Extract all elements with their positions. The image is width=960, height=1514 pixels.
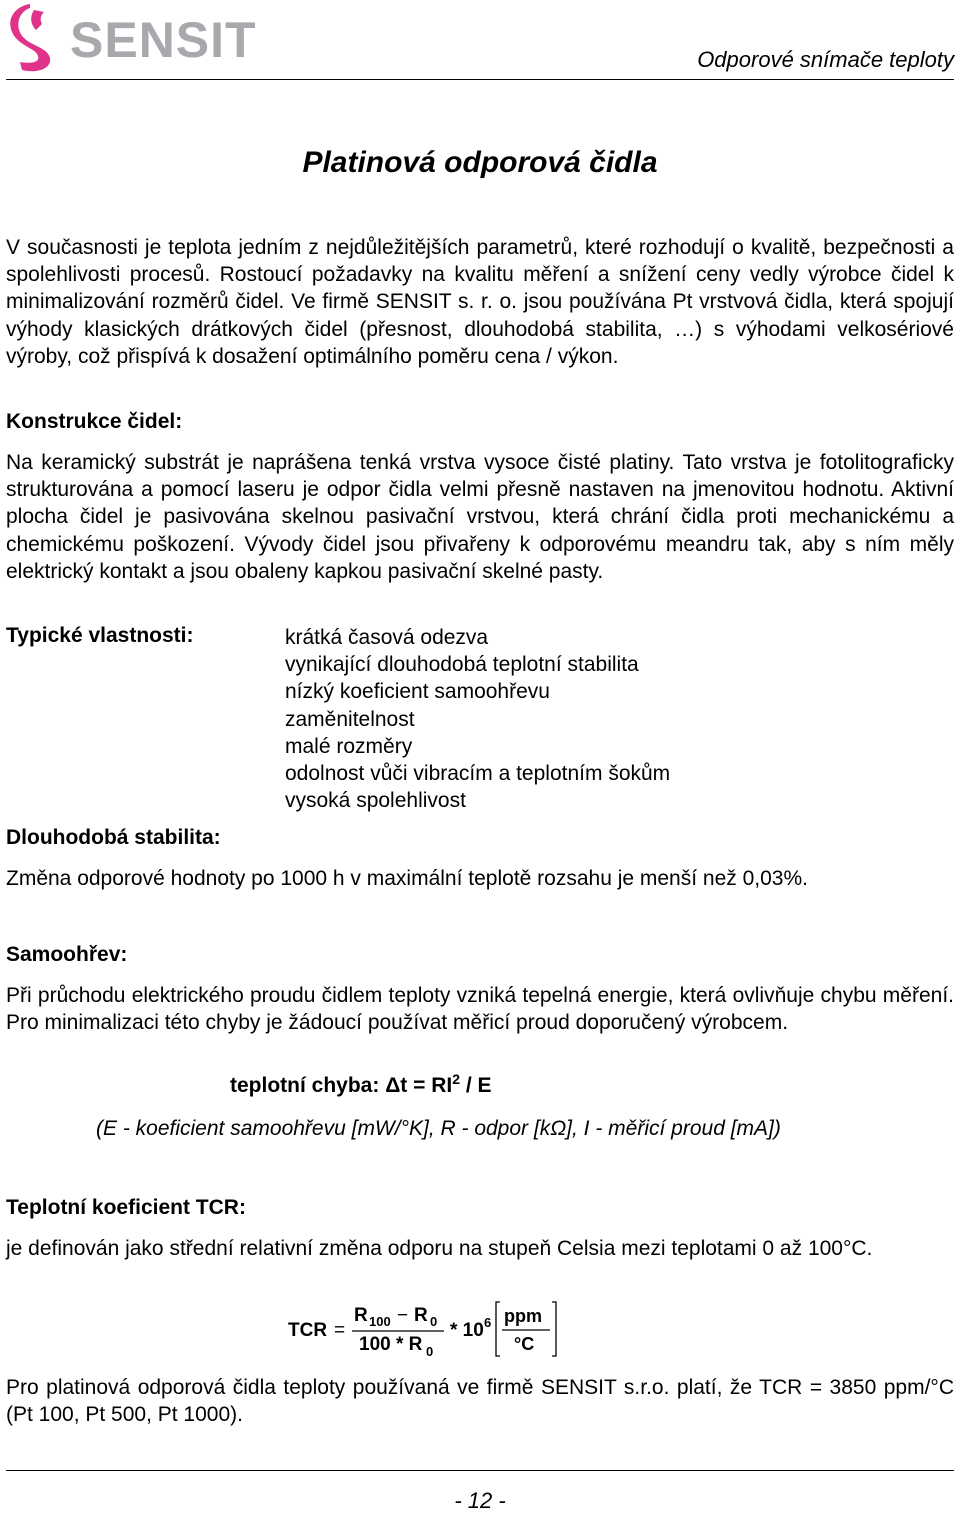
intro-paragraph: V současnosti je teplota jedním z nejdůležitějších parametrů, které rozhodují o kvalitě, bezpečnosti a spolehlivosti procesů. Rostoucí požadavky na kvalitu měření a snížení ceny vedly výrobce čidel k minimalizování rozměrů čidel. Ve firmě SENSIT s. r. o. jsou používána Pt vrstvová čidla, která spojují výhody klasických drátkových čidel (přesnost, dlouhodobá stabilita, …) s výhodami velkosériové výroby, což přispívá k dosažení optimálního poměru cena / výkon. — [6, 236, 954, 368]
tcr-exponent: 6 — [484, 1315, 492, 1330]
sensit-logo — [8, 2, 268, 74]
tcr-heading: Teplotní koeficient TCR: — [6, 1196, 246, 1219]
tcr-num-r100-sub: 100 — [369, 1314, 391, 1329]
temperature-error-formula — [230, 1071, 492, 1098]
selfheating-heading: Samoohřev: — [6, 943, 128, 966]
list-item: vysoká spolehlivost — [285, 789, 466, 813]
tcr-equals: = — [334, 1320, 346, 1341]
selfheating-paragraph: Při průchodu elektrického proudu čidlem teploty vzniká tepelná energie, která ovlivňuje chybu měření. Pro minimalizaci této chyby je žádoucí používat měřicí proud doporučený výrobcem. — [6, 984, 954, 1035]
tcr-unit-bottom: °C — [514, 1334, 535, 1354]
properties-list — [285, 624, 670, 814]
tcr-multiplier: * 10 — [450, 1320, 484, 1341]
tcr-lhs: TCR — [288, 1320, 328, 1341]
tcr-unit-top: ppm — [504, 1306, 542, 1326]
delta-symbol: Δ — [385, 1074, 401, 1097]
left-bracket — [496, 1302, 500, 1356]
formula-tail: / E — [460, 1074, 492, 1097]
page-number: - 12 - — [454, 1488, 506, 1513]
list-item: odolnost vůči vibracím a teplotním šokům — [285, 762, 671, 786]
list-item: nízký koeficient samoohřevu — [285, 680, 550, 704]
list-item: vynikající dlouhodobá teplotní stabilita — [285, 653, 639, 677]
tcr-num-r0-sub: 0 — [430, 1314, 438, 1329]
properties-heading: Typické vlastnosti: — [6, 624, 194, 647]
header-rule — [6, 79, 954, 80]
formula-exponent: 2 — [452, 1071, 461, 1087]
logo-wordmark: SENSIT — [70, 12, 257, 68]
tcr-paragraph: je definován jako střední relativní změna odporu na stupeň Celsia mezi teplotami 0 až 100°C. — [6, 1237, 873, 1260]
right-bracket — [552, 1302, 556, 1356]
tcr-num-r0: R — [414, 1305, 428, 1326]
footer-rule — [6, 1470, 954, 1471]
list-item: krátká časová odezva — [285, 626, 489, 649]
construction-heading: Konstrukce čidel: — [6, 410, 183, 433]
construction-paragraph: Na keramický substrát je naprášena tenká vrstva vysoce čisté platiny. Tato vrstva je fotolitograficky strukturována a pomocí laseru je odpor čidla velmi přesně nastaven na jmenovitou hodnotu. Aktivní plocha čidel je pasivována skelnou pasivační vrstvou, která chrání čidla proti mechanickému a chemickému poškození. Vývody čidel jsou přivařeny k odporovému meandru tak, aby s ním měly elektrický kontakt a jsou obaleny kapkou pasivační skelné pasty. — [6, 451, 954, 583]
tcr-minus: − — [397, 1305, 409, 1326]
tcr-conclusion: Pro platinová odporová čidla teploty používaná ve firmě SENSIT s.r.o. platí, že TCR = 3850 ppm/°C (Pt 100, Pt 500, Pt 1000). — [6, 1376, 954, 1427]
tcr-num-r100: R — [354, 1305, 368, 1326]
stability-heading: Dlouhodobá stabilita: — [6, 826, 221, 849]
stability-paragraph: Změna odporové hodnoty po 1000 h v maximální teplotě rozsahu je menší než 0,03%. — [6, 867, 808, 890]
logo-swirl-icon — [10, 4, 50, 71]
tcr-formula — [284, 1298, 584, 1362]
formula-legend: (E - koeficient samoohřevu [mW/°K], R - odpor [kΩ], I - měřicí proud [mA]) — [96, 1117, 781, 1140]
formula-body: t = RI — [400, 1074, 453, 1097]
tcr-den-sub: 0 — [426, 1344, 434, 1359]
list-item: malé rozměry — [285, 734, 413, 758]
list-item: zaměnitelnost — [285, 707, 415, 731]
formula-label: teplotní chyba: — [230, 1074, 380, 1097]
document-title: Odporové snímače teploty — [697, 47, 954, 72]
tcr-denominator: 100 * R — [359, 1334, 423, 1355]
page-title: Platinová odporová čidla — [302, 146, 658, 179]
